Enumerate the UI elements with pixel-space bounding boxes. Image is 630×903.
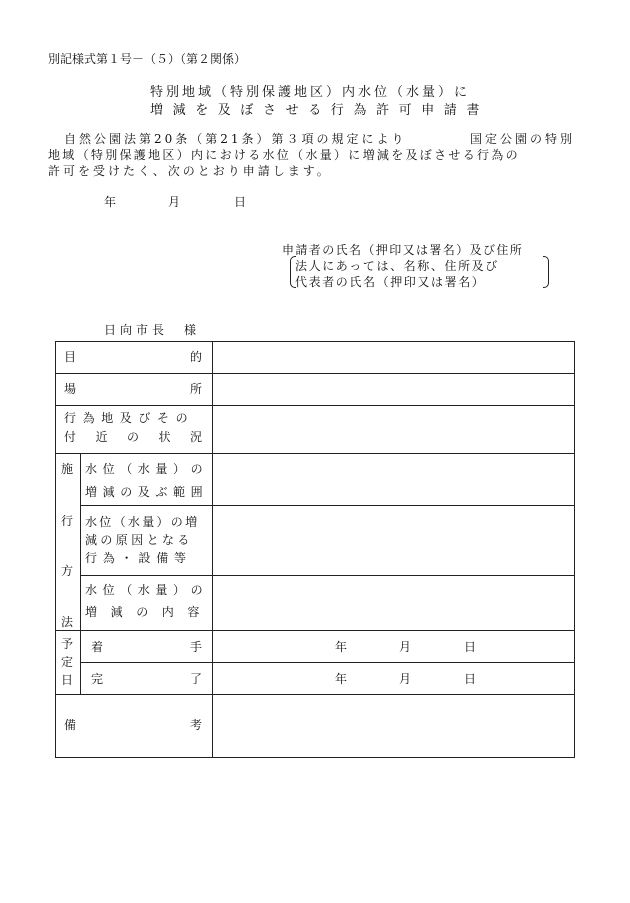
applicant-line3: 代表者の氏名（押印又は署名） xyxy=(295,275,486,289)
method-range-line2: 増減の及ぶ範囲 xyxy=(85,485,209,499)
site-label-line2: 付 近 の 状 況 xyxy=(64,430,202,444)
site-label-line1: 行為地及びその xyxy=(64,411,195,425)
method-char-2: 行 xyxy=(61,514,74,528)
date-year-label: 年 xyxy=(104,195,117,209)
body-line3: 許可を受けたく、次のとおり申請します。 xyxy=(48,164,332,178)
form-title-line1: 特別地域（特別保護地区）内水位（水量）に xyxy=(150,85,471,100)
method-cause-line3: 行為・設備等 xyxy=(85,551,192,565)
method-content-line1: 水位（水量）の xyxy=(85,583,209,597)
applicant-line1: 申請者の氏名（押印又は署名）及び住所 xyxy=(282,243,524,257)
method-char-1: 施 xyxy=(61,462,74,476)
method-range-line1: 水位（水量）の xyxy=(85,462,209,476)
method-char-4: 法 xyxy=(61,615,74,629)
start-month-label: 月 xyxy=(399,640,412,654)
date-month-label: 月 xyxy=(168,195,181,209)
end-month-label: 月 xyxy=(399,672,412,686)
schedule-char-1: 予 xyxy=(61,637,74,651)
end-day-label: 日 xyxy=(464,672,477,686)
method-char-3: 方 xyxy=(61,564,74,578)
addressee-honorific: 様 xyxy=(184,323,197,337)
method-content-line2: 増減の内容 xyxy=(85,605,214,619)
form-number: 別記様式第１号－（５）（第２関係） xyxy=(48,52,247,66)
place-label: 場 所 xyxy=(64,382,202,396)
remarks-label: 備 考 xyxy=(64,718,202,732)
end-year-label: 年 xyxy=(335,672,348,686)
body-line1-left: 自然公園法第20条（第21条）第３項の規定により xyxy=(64,132,407,146)
addressee-name: 日向市長 xyxy=(104,323,169,337)
start-day-label: 日 xyxy=(464,640,477,654)
method-cause-line1: 水位（水量）の増 xyxy=(85,515,200,529)
start-label: 着 手 xyxy=(91,640,202,654)
schedule-char-2: 定 xyxy=(61,655,74,669)
form-title-line2: 増減を及ぼさせる行為許可申請書 xyxy=(150,103,490,118)
start-year-label: 年 xyxy=(335,640,348,654)
schedule-char-3: 日 xyxy=(61,673,74,687)
end-label: 完 了 xyxy=(91,672,202,686)
body-line1-right: 国定公園の特別 xyxy=(470,132,576,146)
method-cause-line2: 減の原因となる xyxy=(85,533,193,547)
purpose-label: 目 的 xyxy=(64,350,202,364)
body-line2: 地域（特別保護地区）内における水位（水量）に増減を及ぼさせる行為の xyxy=(48,148,520,162)
applicant-line2: 法人にあっては、名称、住所及び xyxy=(295,259,499,273)
date-day-label: 日 xyxy=(234,195,247,209)
